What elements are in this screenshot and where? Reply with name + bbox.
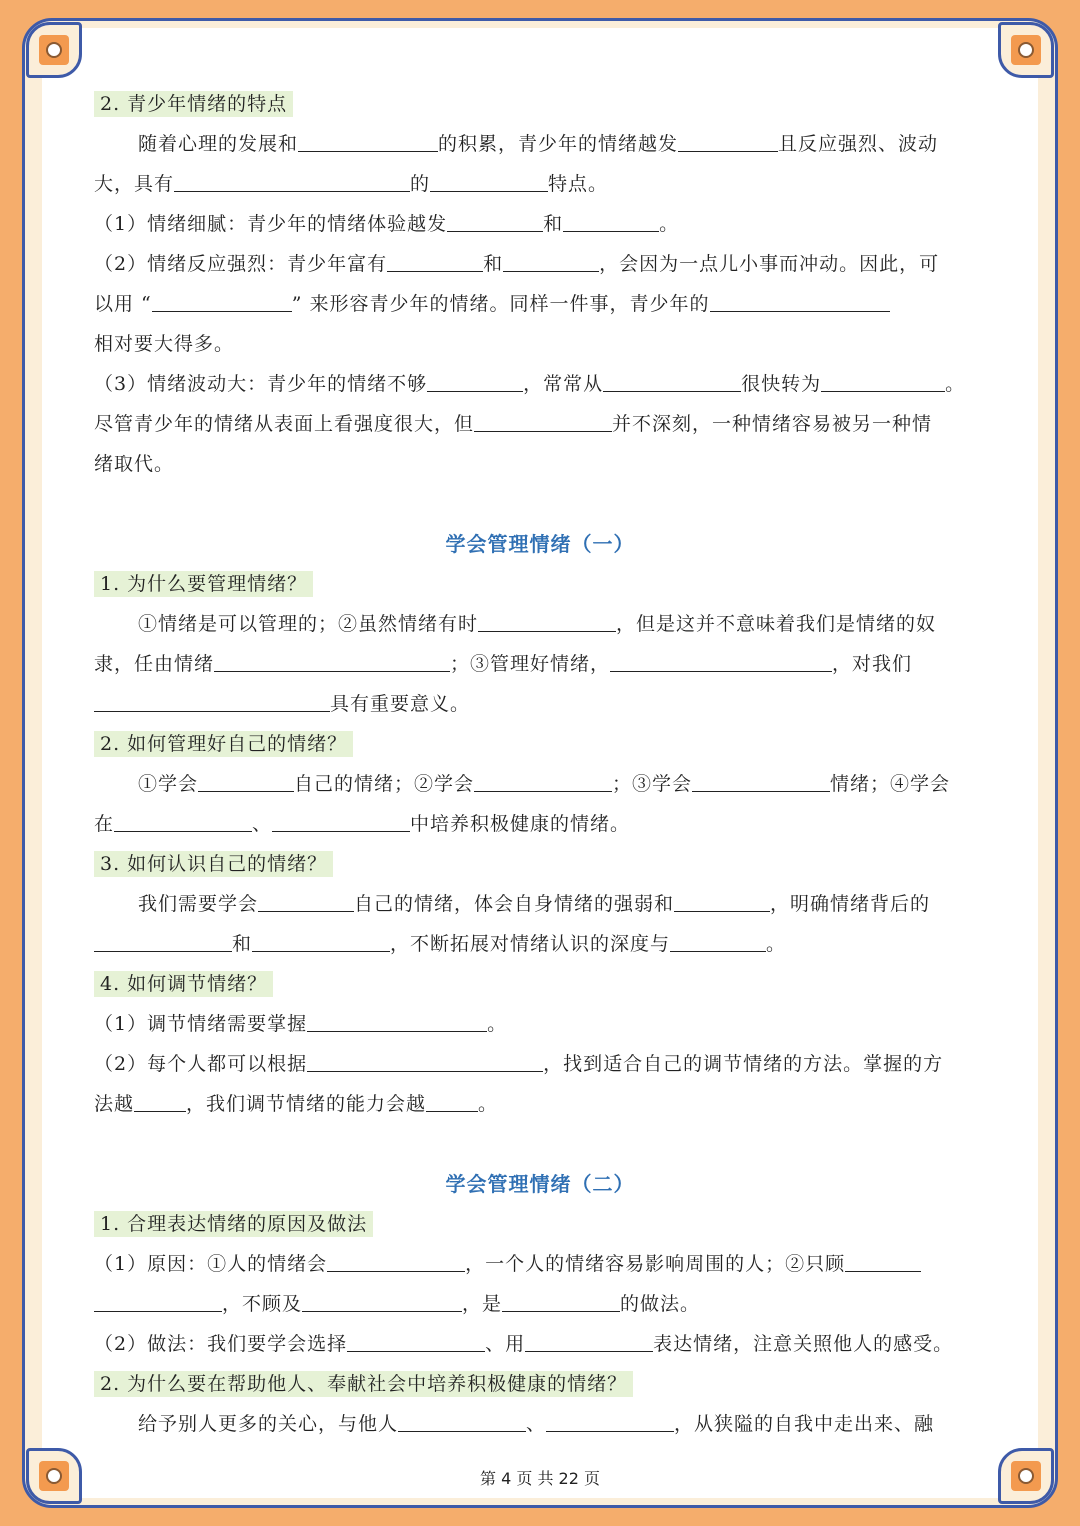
text: 情绪；④学会 [830,773,951,795]
text: 绪取代。 [94,453,175,475]
blank[interactable] [302,1287,462,1312]
text-line [94,1004,986,1044]
text: （1）原因：①人的情绪会 [94,1253,328,1275]
text: 的做法。 [620,1293,701,1315]
blank[interactable] [307,1007,487,1032]
blank[interactable] [134,1087,186,1112]
blank[interactable] [478,607,616,632]
blank[interactable] [692,767,830,792]
text: 。 [659,213,680,235]
blank[interactable] [474,767,612,792]
text: （2）做法：我们要学会选择 [94,1333,348,1355]
text: ，常常从 [523,373,604,395]
text: 并不深刻，一种情绪容易被另一种情 [612,413,933,435]
blank[interactable] [845,1247,921,1272]
question-heading [94,84,986,124]
heading-highlight: 2. 青少年情绪的特点 [94,91,293,117]
text: 中培养积极健康的情绪。 [410,813,631,835]
corner-ornament-top-right [998,22,1054,78]
text: 隶，任由情绪 [94,653,215,675]
text: 。 [478,1093,499,1115]
heading-highlight: 1. 合理表达情绪的原因及做法 [94,1211,373,1237]
heading-highlight: 4. 如何调节情绪？ [94,971,273,997]
blank[interactable] [426,1087,478,1112]
page-number: 第 4 页 共 22 页 [480,1469,600,1488]
text: ，是 [462,1293,503,1315]
blank[interactable] [670,927,766,952]
text-line [94,604,986,644]
text-line [94,644,986,684]
question-heading [94,724,986,764]
text-line [94,1044,986,1084]
blank[interactable] [398,1407,526,1432]
text: 和 [543,213,564,235]
blank[interactable] [710,287,890,312]
text-line [94,1284,986,1324]
text-line [94,1404,986,1444]
text: （2）情绪反应强烈：青少年富有 [94,253,388,275]
text-line [94,324,986,364]
text-line [94,764,986,804]
text: 特点。 [548,173,609,195]
text-line [94,204,986,244]
blank[interactable] [546,1407,674,1432]
section-title: 学会管理情绪（一） [445,532,635,556]
text: 尽管青少年的情绪从表面上看强度很大，但 [94,413,475,435]
question-heading [94,964,986,1004]
worksheet-content [94,84,986,1444]
blank[interactable] [821,367,945,392]
text: 很快转为 [741,373,822,395]
blank[interactable] [258,887,354,912]
text: 。 [766,933,787,955]
blank[interactable] [152,287,292,312]
text: ，我们调节情绪的能力会越 [186,1093,427,1115]
blank[interactable] [430,167,548,192]
text: 和 [232,933,253,955]
text: 以用 “ [94,293,152,315]
text: ①情绪是可以管理的；②虽然情绪有时 [138,613,479,635]
blank[interactable] [327,1247,465,1272]
blank[interactable] [525,1327,653,1352]
text: ，会因为一点儿小事而冲动。因此，可 [599,253,940,275]
blank[interactable] [94,1287,222,1312]
text-line [94,244,986,284]
text: 表达情绪，注意关照他人的感受。 [653,1333,954,1355]
text: （3）情绪波动大：青少年的情绪不够 [94,373,428,395]
text: 自己的情绪，体会自身情绪的强弱和 [354,893,675,915]
text: ；③学会 [612,773,693,795]
text-line [94,284,986,324]
text-line [94,444,986,484]
text-line [94,404,986,444]
blank[interactable] [272,807,410,832]
text: 具有重要意义。 [330,693,471,715]
text-line [94,1244,986,1284]
text-line [94,1084,986,1124]
text-line [94,684,986,724]
text: ，找到适合自己的调节情绪的方法。掌握的方 [543,1053,944,1075]
text: 给予别人更多的关心，与他人 [138,1413,399,1435]
blank[interactable] [174,167,410,192]
blank[interactable] [427,367,523,392]
text: 且反应强烈、波动 [778,133,939,155]
text-line [94,364,986,404]
blank[interactable] [678,127,778,152]
heading-highlight: 2. 为什么要在帮助他人、奉献社会中培养积极健康的情绪？ [94,1371,633,1397]
blank[interactable] [198,767,294,792]
question-heading [94,564,986,604]
text: ，对我们 [832,653,913,675]
heading-highlight: 3. 如何认识自己的情绪？ [94,851,333,877]
text-line [94,124,986,164]
question-heading [94,844,986,884]
text-line [94,924,986,964]
text: （2）每个人都可以根据 [94,1053,308,1075]
blank[interactable] [307,1047,543,1072]
text: 和 [483,253,504,275]
text: 的 [410,173,431,195]
section-title: 学会管理情绪（二） [445,1172,635,1196]
blank[interactable] [603,367,741,392]
text-line [94,884,986,924]
blank[interactable] [214,647,450,672]
text: 自己的情绪；②学会 [294,773,475,795]
blank[interactable] [387,247,483,272]
blank[interactable] [252,927,390,952]
text: （1）调节情绪需要掌握 [94,1013,308,1035]
blank[interactable] [474,407,612,432]
text: ；③管理好情绪， [450,653,611,675]
text: ，从狭隘的自我中走出来、融 [674,1413,935,1435]
text: ，不断拓展对情绪认识的深度与 [390,933,671,955]
text: 大，具有 [94,173,175,195]
text: 在 [94,813,115,835]
text-line [94,1324,986,1364]
text: 、 [252,813,273,835]
text: 法越 [94,1093,135,1115]
text: 相对要大得多。 [94,333,235,355]
text-line [94,804,986,844]
corner-ornament-top-left [26,22,82,78]
blank[interactable] [347,1327,485,1352]
text: 我们需要学会 [138,893,259,915]
text: ，明确情绪背后的 [770,893,931,915]
text: ，但是这并不意味着我们是情绪的奴 [616,613,937,635]
text: ，不顾及 [222,1293,303,1315]
blank[interactable] [447,207,543,232]
blank[interactable] [94,927,232,952]
question-heading [94,1364,986,1404]
blank[interactable] [563,207,659,232]
text: 、 [526,1413,547,1435]
text-line [94,164,986,204]
blank[interactable] [298,127,438,152]
blank[interactable] [503,247,599,272]
question-heading [94,1204,986,1244]
blank[interactable] [502,1287,620,1312]
blank[interactable] [674,887,770,912]
text: ，一个人的情绪容易影响周围的人；②只顾 [465,1253,846,1275]
text: 的积累，青少年的情绪越发 [438,133,679,155]
text: （1）情绪细腻：青少年的情绪体验越发 [94,213,448,235]
heading-highlight: 2. 如何管理好自己的情绪？ [94,731,353,757]
text: ①学会 [138,773,199,795]
text: 随着心理的发展和 [138,133,299,155]
blank[interactable] [114,807,252,832]
blank[interactable] [94,687,330,712]
heading-highlight: 1. 为什么要管理情绪？ [94,571,313,597]
text: 。 [945,373,966,395]
text: 、用 [485,1333,526,1355]
blank[interactable] [610,647,832,672]
text: 。 [487,1013,508,1035]
text: ” 来形容青少年的情绪。同样一件事，青少年的 [291,293,710,315]
